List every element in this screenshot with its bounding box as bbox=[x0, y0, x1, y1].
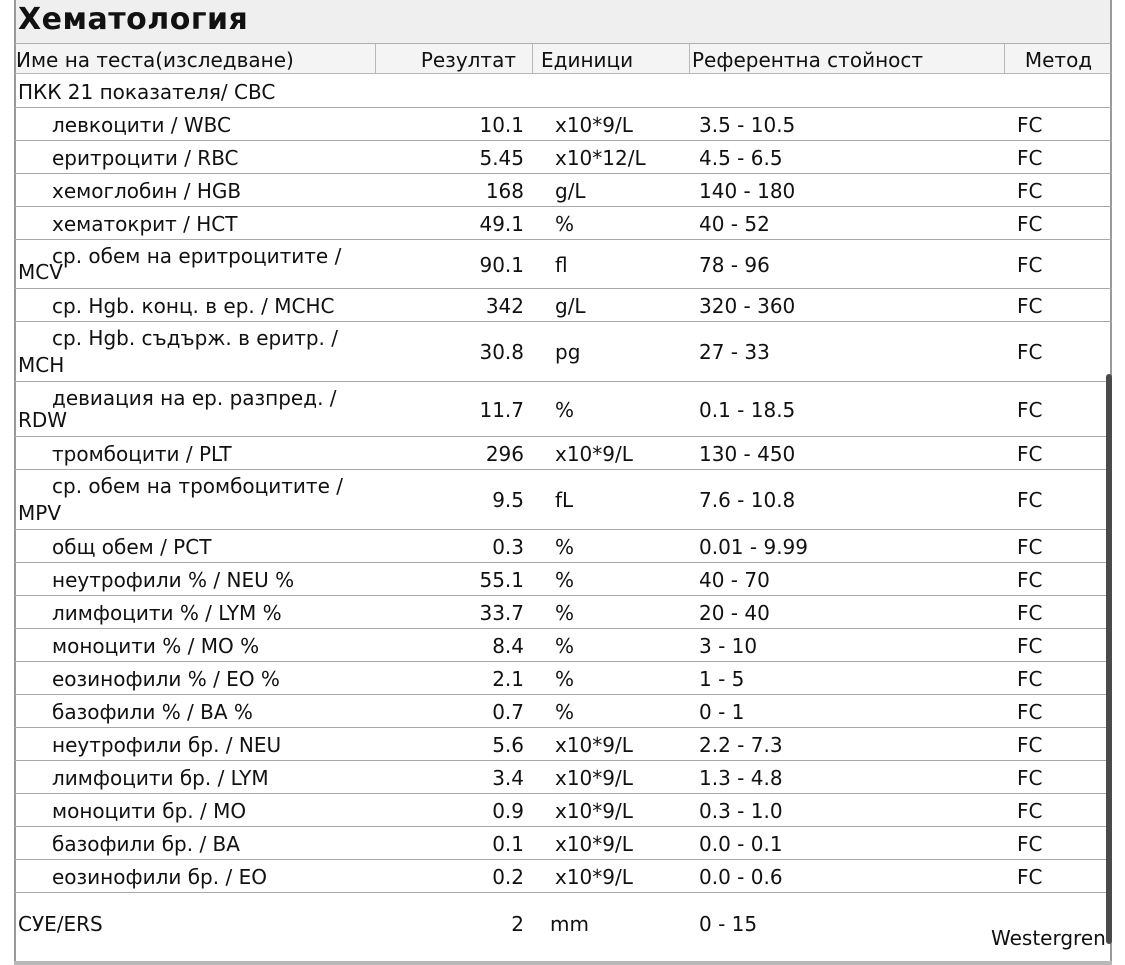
test-unit: x10*9/L bbox=[555, 442, 633, 466]
test-name: неутрофили % / NEU % bbox=[52, 568, 295, 592]
test-reference: 3 - 10 bbox=[699, 634, 758, 658]
test-reference: 2.2 - 7.3 bbox=[699, 733, 783, 757]
test-result: 30.8 bbox=[479, 340, 524, 364]
test-reference: 140 - 180 bbox=[699, 179, 796, 203]
table-row bbox=[14, 563, 1112, 596]
test-reference: 0.0 - 0.1 bbox=[699, 832, 783, 856]
section-title: Хематология bbox=[18, 2, 249, 37]
test-result: 3.4 bbox=[492, 766, 524, 790]
test-reference: 1 - 5 bbox=[699, 667, 745, 691]
test-reference: 7.6 - 10.8 bbox=[699, 488, 796, 512]
test-method: FC bbox=[1017, 865, 1043, 889]
test-result: 0.2 bbox=[492, 865, 524, 889]
test-method: FC bbox=[1017, 700, 1043, 724]
table-row bbox=[14, 240, 1112, 289]
test-result: 8.4 bbox=[492, 634, 524, 658]
test-method: FC bbox=[1017, 179, 1043, 203]
table-row bbox=[14, 761, 1112, 794]
test-unit: x10*12/L bbox=[555, 146, 646, 170]
vertical-scrollbar[interactable] bbox=[1106, 374, 1112, 944]
table-row bbox=[14, 289, 1112, 322]
test-name: моноцити % / MO % bbox=[52, 634, 260, 658]
test-reference: 0.1 - 18.5 bbox=[699, 398, 796, 422]
test-unit: % bbox=[555, 700, 575, 724]
test-method: FC bbox=[1017, 253, 1043, 277]
table-row bbox=[14, 629, 1112, 662]
test-name: ср. обем на еритроцитите / bbox=[52, 244, 342, 268]
test-method: FC bbox=[1017, 568, 1043, 592]
test-method: FC bbox=[1017, 488, 1043, 512]
test-reference: 40 - 70 bbox=[699, 568, 770, 592]
table-row bbox=[14, 860, 1112, 893]
test-method: FC bbox=[1017, 398, 1043, 422]
test-reference: 0 - 15 bbox=[699, 912, 758, 936]
test-unit: mm bbox=[550, 912, 589, 936]
table-row bbox=[14, 174, 1112, 207]
test-result: 0.9 bbox=[492, 799, 524, 823]
test-method: FC bbox=[1017, 146, 1043, 170]
test-result: 296 bbox=[485, 442, 524, 466]
test-name: неутрофили бр. / NEU bbox=[52, 733, 282, 757]
test-name: ср. Hgb. съдърж. в еритр. / bbox=[52, 326, 339, 350]
test-unit: fl bbox=[555, 253, 568, 277]
test-name: хематокрит / HCT bbox=[52, 212, 238, 236]
test-method: FC bbox=[1017, 832, 1043, 856]
table-row bbox=[14, 470, 1112, 530]
test-unit: x10*9/L bbox=[555, 865, 633, 889]
test-name: лимфоцити % / LYM % bbox=[52, 601, 282, 625]
test-result: 33.7 bbox=[479, 601, 524, 625]
test-result: 90.1 bbox=[479, 253, 524, 277]
table-row bbox=[14, 662, 1112, 695]
test-result: 11.7 bbox=[479, 398, 524, 422]
test-unit: x10*9/L bbox=[555, 113, 633, 137]
test-method: FC bbox=[1017, 340, 1043, 364]
test-unit: g/L bbox=[555, 294, 586, 318]
table-header bbox=[14, 44, 1112, 74]
test-result: 10.1 bbox=[479, 113, 524, 137]
bottom-edge bbox=[14, 961, 1112, 965]
table-row bbox=[14, 596, 1112, 629]
header-reference: Референтна стойност bbox=[690, 44, 1005, 73]
test-result: 55.1 bbox=[479, 568, 524, 592]
test-result: 168 bbox=[485, 179, 524, 203]
header-method: Метод bbox=[1024, 48, 1093, 72]
test-name: хемоглобин / HGB bbox=[52, 179, 242, 203]
test-method: FC bbox=[1017, 535, 1043, 559]
test-unit: x10*9/L bbox=[555, 832, 633, 856]
test-name: девиация на ер. разпред. / bbox=[52, 386, 337, 410]
header-units: Единици bbox=[533, 44, 690, 73]
table-row-esr bbox=[14, 893, 1112, 961]
test-reference: 0 - 1 bbox=[699, 700, 745, 724]
test-reference: 40 - 52 bbox=[699, 212, 770, 236]
test-result: 0.3 bbox=[492, 535, 524, 559]
test-reference: 0.0 - 0.6 bbox=[699, 865, 783, 889]
test-unit: x10*9/L bbox=[555, 799, 633, 823]
test-name: еритроцити / RBC bbox=[52, 146, 239, 170]
table-row bbox=[14, 437, 1112, 470]
test-unit: x10*9/L bbox=[555, 766, 633, 790]
test-unit: % bbox=[555, 601, 575, 625]
test-unit: % bbox=[555, 667, 575, 691]
group-row-cbc bbox=[14, 74, 1112, 108]
test-method: FC bbox=[1017, 212, 1043, 236]
table-row bbox=[14, 794, 1112, 827]
test-unit: % bbox=[555, 535, 575, 559]
test-name: тромбоцити / PLT bbox=[52, 442, 232, 466]
test-result: 2.1 bbox=[492, 667, 524, 691]
header-result: Резултат bbox=[376, 44, 533, 73]
table-row bbox=[14, 827, 1112, 860]
test-unit: x10*9/L bbox=[555, 733, 633, 757]
test-result: 2 bbox=[511, 912, 524, 936]
test-reference: 4.5 - 6.5 bbox=[699, 146, 783, 170]
test-method: FC bbox=[1017, 733, 1043, 757]
test-unit: fL bbox=[555, 488, 574, 512]
test-name: общ обем / PCT bbox=[52, 535, 212, 559]
test-method: FC bbox=[1017, 766, 1043, 790]
test-result: 5.6 bbox=[492, 733, 524, 757]
test-name: еозинофили % / EO % bbox=[52, 667, 280, 691]
test-reference: 0.01 - 9.99 bbox=[699, 535, 808, 559]
test-name: еозинофили бр. / EO bbox=[52, 865, 267, 889]
test-name-continued: RDW bbox=[18, 408, 68, 432]
test-method: FC bbox=[1017, 601, 1043, 625]
section-title-bar bbox=[14, 0, 1112, 44]
test-name: базофили бр. / BA bbox=[52, 832, 240, 856]
test-reference: 320 - 360 bbox=[699, 294, 796, 318]
test-result: 0.7 bbox=[492, 700, 524, 724]
test-name: ср. Hgb. конц. в ер. / MCHC bbox=[52, 294, 335, 318]
test-method: FC bbox=[1017, 667, 1043, 691]
test-name: левкоцити / WBC bbox=[52, 113, 232, 137]
test-unit: g/L bbox=[555, 179, 586, 203]
test-unit: % bbox=[555, 568, 575, 592]
test-name-continued: MCV bbox=[18, 260, 63, 284]
test-name: базофили % / BA % bbox=[52, 700, 253, 724]
test-result: 0.1 bbox=[492, 832, 524, 856]
table-row bbox=[14, 141, 1112, 174]
test-method: FC bbox=[1017, 634, 1043, 658]
test-name: лимфоцити бр. / LYM bbox=[52, 766, 269, 790]
test-method: FC bbox=[1017, 113, 1043, 137]
table-row bbox=[14, 207, 1112, 240]
test-unit: % bbox=[555, 398, 575, 422]
test-result: 49.1 bbox=[479, 212, 524, 236]
test-method: FC bbox=[1017, 799, 1043, 823]
test-reference: 3.5 - 10.5 bbox=[699, 113, 796, 137]
test-name-continued: MPV bbox=[18, 501, 61, 525]
test-unit: % bbox=[555, 634, 575, 658]
test-reference: 27 - 33 bbox=[699, 340, 770, 364]
table-row bbox=[14, 382, 1112, 437]
test-unit: pg bbox=[555, 340, 581, 364]
test-unit: % bbox=[555, 212, 575, 236]
test-method: FC bbox=[1017, 442, 1043, 466]
test-method: FC bbox=[1017, 294, 1043, 318]
test-result: 5.45 bbox=[479, 146, 524, 170]
test-name: ср. обем на тромбоцитите / bbox=[52, 474, 343, 498]
test-reference: 78 - 96 bbox=[699, 253, 770, 277]
table-row bbox=[14, 108, 1112, 141]
test-name-continued: MCH bbox=[18, 353, 65, 377]
test-reference: 1.3 - 4.8 bbox=[699, 766, 783, 790]
group-label: ПКК 21 показателя/ CBC bbox=[18, 80, 276, 104]
table-row bbox=[14, 695, 1112, 728]
table-row bbox=[14, 728, 1112, 761]
test-reference: 0.3 - 1.0 bbox=[699, 799, 783, 823]
table-row bbox=[14, 530, 1112, 563]
test-name: моноцити бр. / MO bbox=[52, 799, 247, 823]
table-row bbox=[14, 322, 1112, 382]
test-reference: 130 - 450 bbox=[699, 442, 796, 466]
test-result: 9.5 bbox=[492, 488, 524, 512]
test-method: Westergren bbox=[991, 926, 1106, 950]
test-reference: 20 - 40 bbox=[699, 601, 770, 625]
header-test-name: Име на теста(изследване) bbox=[16, 44, 376, 73]
test-result: 342 bbox=[485, 294, 524, 318]
test-name: СУЕ/ERS bbox=[18, 912, 103, 936]
